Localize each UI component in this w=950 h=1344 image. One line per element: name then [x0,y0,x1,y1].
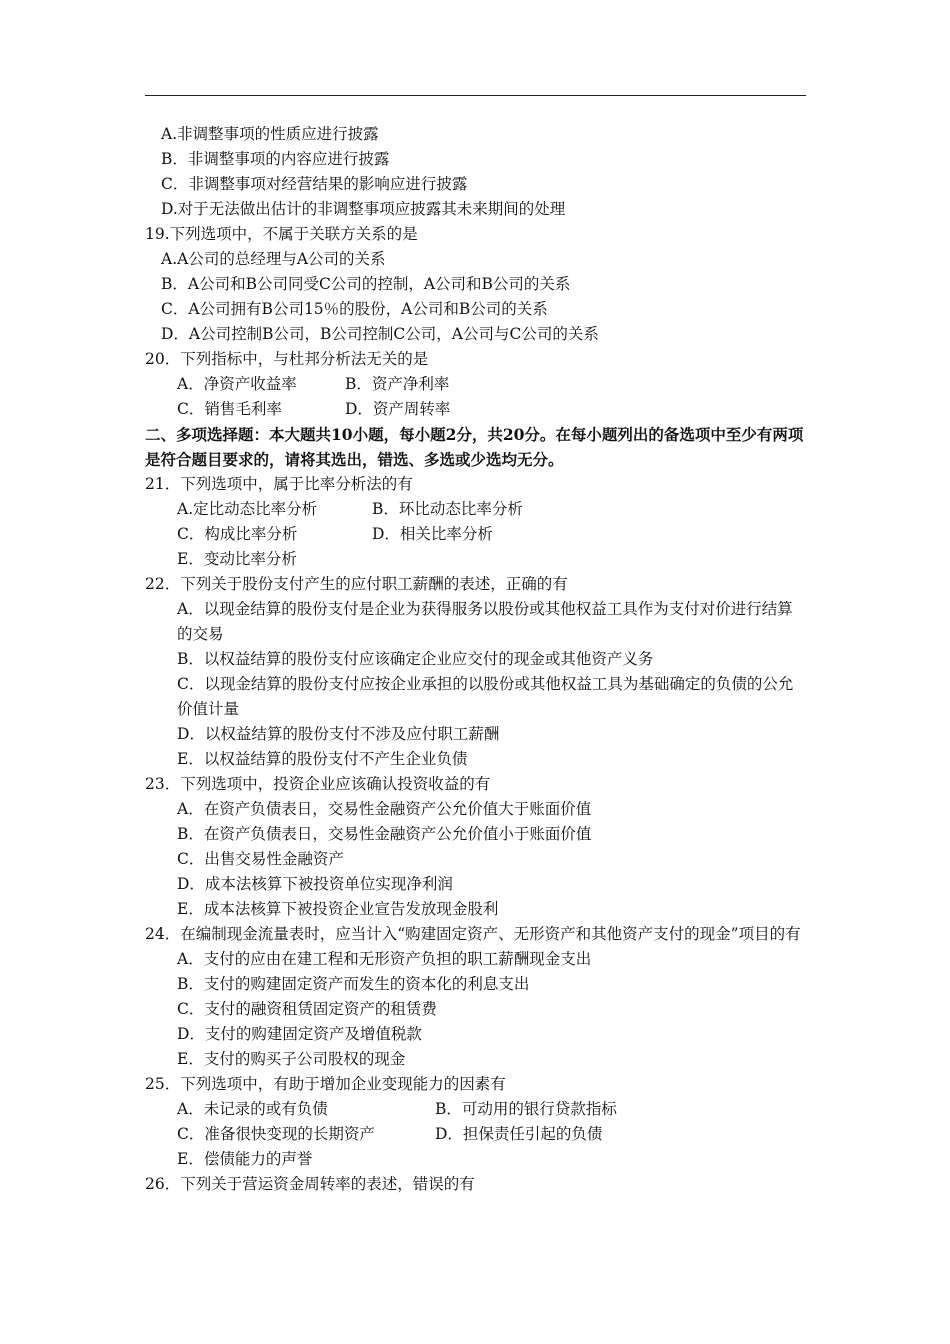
q24-option-b: B．支付的购建固定资产而发生的资本化的利息支出 [177,975,530,993]
q20-stem: 20．下列指标中，与杜邦分析法无关的是 [145,350,429,368]
q20-option-c: C．销售毛利率 [177,400,282,418]
q20-option-a: A．净资产收益率 [177,375,297,393]
q23-option-b: B．在资产负债表日，交易性金融资产公允价值小于账面价值 [177,825,592,843]
q21-options-row2 [145,522,807,547]
q22-option-a [145,597,807,647]
q24-option-d: D．支付的购建固定资产及增值税款 [177,1025,422,1043]
q23-option-e: E．成本法核算下被投资企业宣告发放现金股利 [177,900,499,918]
q22-option-d: D．以权益结算的股份支付不涉及应付职工薪酬 [177,725,500,743]
q25-options-row1 [145,1097,807,1122]
q19-option-b: B．A公司和B公司同受C公司的控制，A公司和B公司的关系 [161,275,571,293]
q21-option-b: B．环比动态比率分析 [372,500,523,518]
q23-option-c: C．出售交易性金融资产 [177,850,344,868]
q19-option-c: C．A公司拥有B公司15％的股份，A公司和B公司的关系 [161,300,548,318]
exam-content [145,122,807,1197]
q19-option-d: D．A公司控制B公司，B公司控制C公司，A公司与C公司的关系 [161,325,599,343]
q18-option-a: A.非调整事项的性质应进行披露 [161,125,379,143]
q21-options-row1 [145,497,807,522]
q25-options-row2 [145,1122,807,1147]
q19-option-a: A.A公司的总经理与A公司的关系 [161,250,386,268]
q22-option-b: B．以权益结算的股份支付应该确定企业应交付的现金或其他资产义务 [177,650,654,668]
q22-option-a-text: A．以现金结算的股份支付是企业为获得服务以股份或其他权益工具作为支付对价进行结算的交易 [177,600,793,643]
q22-option-c [145,672,807,722]
header-rule [145,95,806,96]
q23-option-d: D．成本法核算下被投资单位实现净利润 [177,875,453,893]
q21-option-a: A.定比动态比率分析 [177,500,318,518]
q21-option-e: E．变动比率分析 [177,550,297,568]
q25-option-a: A．未记录的或有负债 [177,1100,328,1118]
q25-option-c: C．准备很快变现的长期资产 [177,1125,375,1143]
q22-option-e: E．以权益结算的股份支付不产生企业负债 [177,750,468,768]
q25-option-b: B．可动用的银行贷款指标 [435,1100,617,1118]
q23-option-a: A．在资产负债表日，交易性金融资产公允价值大于账面价值 [177,800,592,818]
q24-stem: 24．在编制现金流量表时，应当计入“购建固定资产、无形资产和其他资产支付的现金”项目的有 [145,925,801,943]
q23-stem: 23．下列选项中，投资企业应该确认投资收益的有 [145,775,491,793]
q20-option-d: D．资产周转率 [345,400,451,418]
q22-stem: 22．下列关于股份支付产生的应付职工薪酬的表述，正确的有 [145,575,568,593]
q21-option-d: D．相关比率分析 [372,525,493,543]
section-2-heading: 二、多项选择题：本大题共10小题，每小题2分，共20分。在每小题列出的备选项中至少有两项是符合题目要求的，请将其选出，错选、多选或少选均无分。 [145,425,804,469]
q24-option-a: A．支付的应由在建工程和无形资产负担的职工薪酬现金支出 [177,950,592,968]
q21-option-c: C．构成比率分析 [177,525,298,543]
q20-options-row1 [145,372,807,397]
q22-option-c-text: C．以现金结算的股份支付应按企业承担的以股份或其他权益工具为基础确定的负债的公允价值计量 [177,675,794,718]
q18-option-b: B．非调整事项的内容应进行披露 [161,150,390,168]
q26-stem: 26．下列关于营运资金周转率的表述，错误的有 [145,1175,475,1193]
q20-options-row2 [145,397,807,422]
q25-option-e: E．偿债能力的声誉 [177,1150,313,1168]
q25-stem: 25．下列选项中，有助于增加企业变现能力的因素有 [145,1075,506,1093]
q20-option-b: B．资产净利率 [345,375,450,393]
q25-option-d: D．担保责任引起的负债 [435,1125,603,1143]
q21-stem: 21．下列选项中，属于比率分析法的有 [145,475,413,493]
q18-option-c: C．非调整事项对经营结果的影响应进行披露 [161,175,468,193]
q24-option-c: C．支付的融资租赁固定资产的租赁费 [177,1000,437,1018]
q18-option-d: D.对于无法做出估计的非调整事项应披露其未来期间的处理 [161,200,566,218]
q19-stem: 19.下列选项中，不属于关联方关系的是 [145,225,418,243]
q24-option-e: E．支付的购买子公司股权的现金 [177,1050,406,1068]
